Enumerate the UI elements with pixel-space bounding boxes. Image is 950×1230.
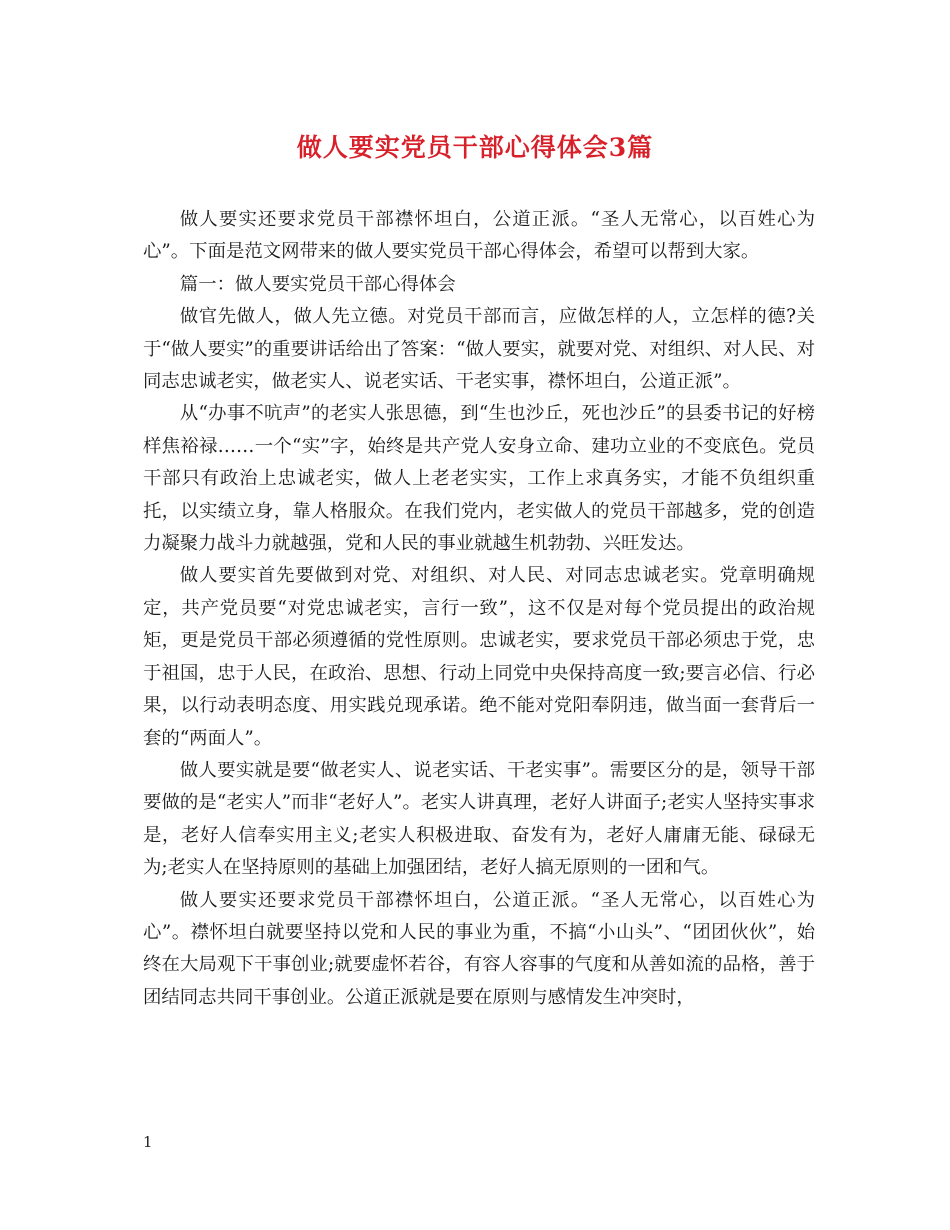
- paragraph-intro: 做人要实还要求党员干部襟怀坦白，公道正派。“圣人无常心，以百姓心为心”。下面是范文网带来的做人要实党员干部心得体会，希望可以帮到大家。: [143, 209, 815, 263]
- paragraph: 做官先做人，做人先立德。对党员干部而言，应做怎样的人，立怎样的德?关于“做人要实”的重要讲话给出了答案：“做人要实，就要对党、对组织、对人民、对同志忠诚老实，做老实人、说老实话、干老实事，襟怀坦白，公道正派”。: [143, 306, 815, 393]
- section-heading: 篇一：做人要实党员干部心得体会: [179, 273, 456, 295]
- paragraph: 做人要实还要求党员干部襟怀坦白，公道正派。“圣人无常心，以百姓心为心”。襟怀坦白就要坚持以党和人民的事业为重，不搞“小山头”、“团团伙伙”，始终在大局观下干事创业;就要虚怀若谷，有容人容事的气度和从善如流的品格，善于团结同志共同干事创业。公道正派就是要在原则与感情发生冲突时，: [143, 889, 815, 1008]
- paragraph: 从“办事不吭声”的老实人张思德，到“生也沙丘，死也沙丘”的县委书记的好榜样焦裕禄……一个“实”字，始终是共产党人安身立命、建功立业的不变底色。党员干部只有政治上忠诚老实，做人上老老实实，工作上求真务实，才能不负组织重托，以实绩立身，靠人格服众。在我们党内，老实做人的党员干部越多，党的创造力凝聚力战斗力就越强，党和人民的事业就越生机勃勃、兴旺发达。: [143, 403, 815, 555]
- page-number: 1: [143, 1133, 153, 1151]
- paragraph: 做人要实首先要做到对党、对组织、对人民、对同志忠诚老实。党章明确规定，共产党员要“对党忠诚老实，言行一致”，这不仅是对每个党员提出的政治规矩，更是党员干部必须遵循的党性原则。忠诚老实，要求党员干部必须忠于党，忠于祖国，忠于人民，在政治、思想、行动上同党中央保持高度一致;要言必信、行必果，以行动表明态度、用实践兑现承诺。绝不能对党阳奉阴违，做当面一套背后一套的“两面人”。: [143, 565, 815, 749]
- document-title: 做人要实党员干部心得体会3篇: [296, 133, 654, 162]
- document-body: [143, 204, 815, 1014]
- paragraph: 做人要实就是要“做老实人、说老实话、干老实事”。需要区分的是，领导干部要做的是“老实人”而非“老好人”。老实人讲真理，老好人讲面子;老实人坚持实事求是，老好人信奉实用主义;老实人积极进取、奋发有为，老好人庸庸无能、碌碌无为;老实人在坚持原则的基础上加强团结，老好人搞无原则的一团和气。: [143, 759, 815, 879]
